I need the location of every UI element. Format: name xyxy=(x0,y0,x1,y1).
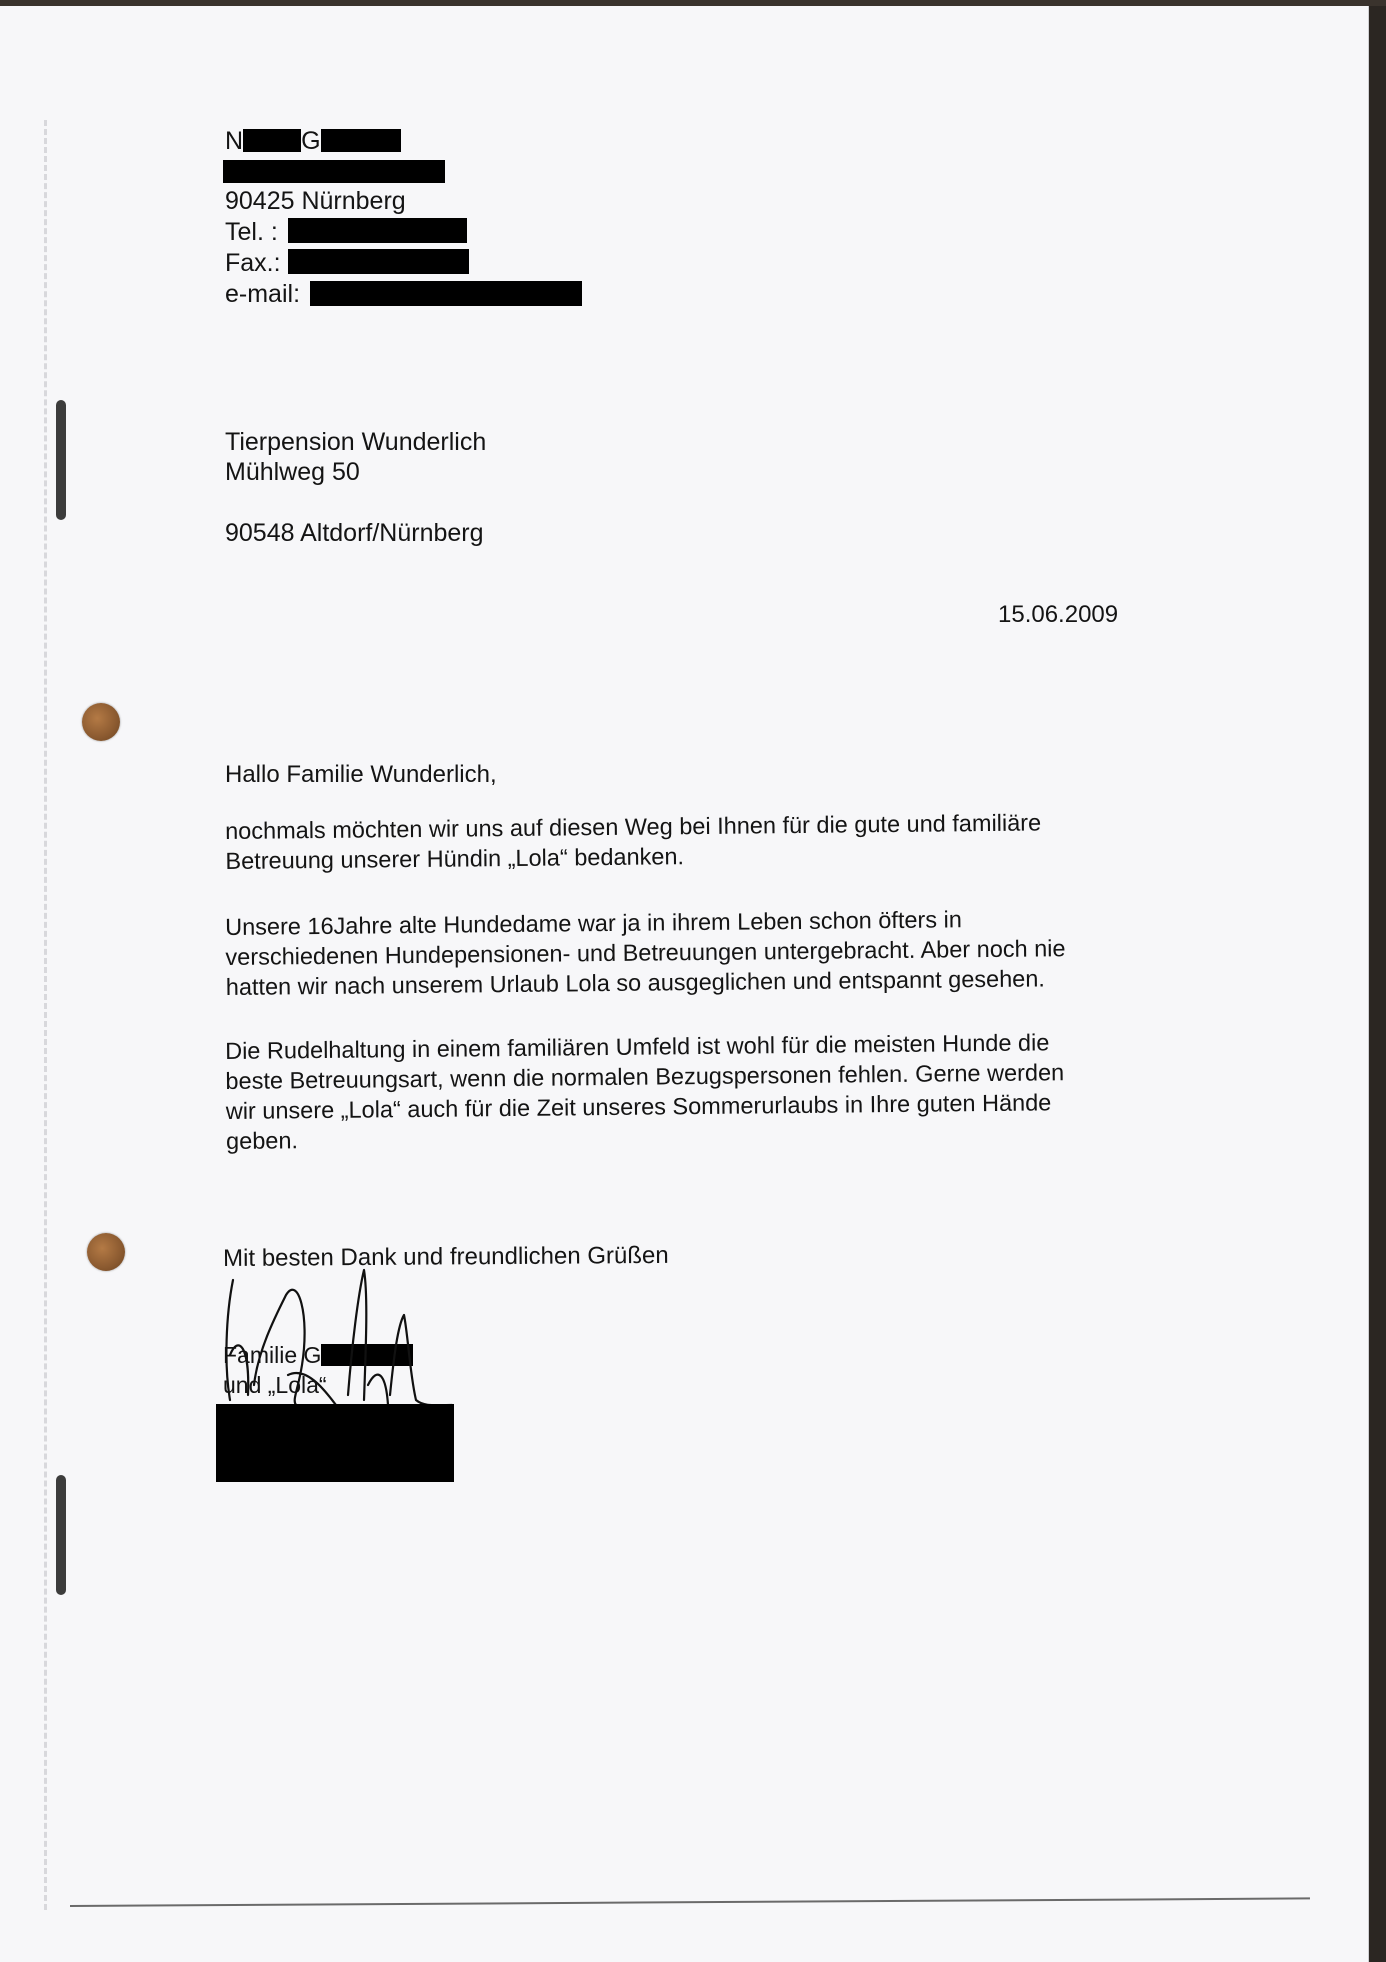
handwritten-signature xyxy=(218,1255,468,1415)
scan-top-edge xyxy=(0,0,1386,6)
paragraph-2 xyxy=(225,903,1066,1002)
signoff-family: Familie G xyxy=(223,1342,322,1368)
redacted-street xyxy=(223,160,445,183)
paragraph-3-line: beste Betreuungsart, wenn die normalen Bezugspersonen fehlen. Gerne werden xyxy=(225,1059,1065,1094)
recipient-city: 90548 Altdorf/Nürnberg xyxy=(225,519,484,547)
letter-date: 15.06.2009 xyxy=(998,601,1119,628)
binder-clip-bottom xyxy=(56,1475,66,1595)
paragraph-2-line: Unsere 16Jahre alte Hundedame war ja in ihrem Leben schon öfters in xyxy=(225,906,963,940)
sender-last-initial: G xyxy=(301,127,321,155)
paragraph-3 xyxy=(225,1027,1065,1156)
paragraph-1-line: Betreuung unserer Hündin „Lola“ bedanken. xyxy=(225,843,685,874)
redacted-tel xyxy=(288,218,467,243)
redacted-email xyxy=(310,281,582,306)
redacted-fax xyxy=(288,249,469,274)
salutation: Hallo Familie Wunderlich, xyxy=(225,761,497,788)
paragraph-1 xyxy=(225,807,1042,876)
redacted-first-name xyxy=(243,129,301,152)
sender-tel-label: Tel. : xyxy=(225,218,278,246)
redacted-last-name xyxy=(321,129,401,152)
sender-name xyxy=(225,126,401,156)
redacted-signature-block xyxy=(216,1404,454,1482)
paragraph-2-line: verschiedenen Hundepensionen- und Betreuungen untergebracht. Aber noch nie xyxy=(225,935,1066,970)
sender-fax-label: Fax.: xyxy=(225,249,281,277)
recipient-name: Tierpension Wunderlich xyxy=(225,428,487,456)
sender-email-label: e-mail: xyxy=(225,280,301,308)
page-bottom-line xyxy=(70,1897,1310,1907)
binder-clip-top xyxy=(56,400,66,520)
punch-hole-upper xyxy=(82,703,120,741)
sender-city: 90425 Nürnberg xyxy=(225,187,406,215)
closing-line: Mit besten Dank und freundlichen Grüßen xyxy=(223,1241,669,1272)
sender-first-initial: N xyxy=(225,127,244,155)
paragraph-2-line: hatten wir nach unserem Urlaub Lola so ausgeglichen und entspannt gesehen. xyxy=(225,965,1046,1000)
sheet-protector-edge xyxy=(44,120,51,1910)
signoff-line-2: und „Lola“ xyxy=(223,1372,327,1398)
recipient-street: Mühlweg 50 xyxy=(225,458,360,486)
paragraph-1-line: nochmals möchten wir uns auf diesen Weg bei Ihnen für die gute und familiäre xyxy=(225,809,1042,844)
paragraph-3-line: wir unsere „Lola“ auch für die Zeit unseres Sommerurlaubs in Ihre guten Hände xyxy=(225,1089,1052,1124)
paragraph-3-line: Die Rudelhaltung in einem familiären Umfeld ist wohl für die meisten Hunde die xyxy=(225,1029,1050,1064)
paragraph-3-line: geben. xyxy=(225,1127,299,1154)
punch-hole-lower xyxy=(87,1233,125,1271)
